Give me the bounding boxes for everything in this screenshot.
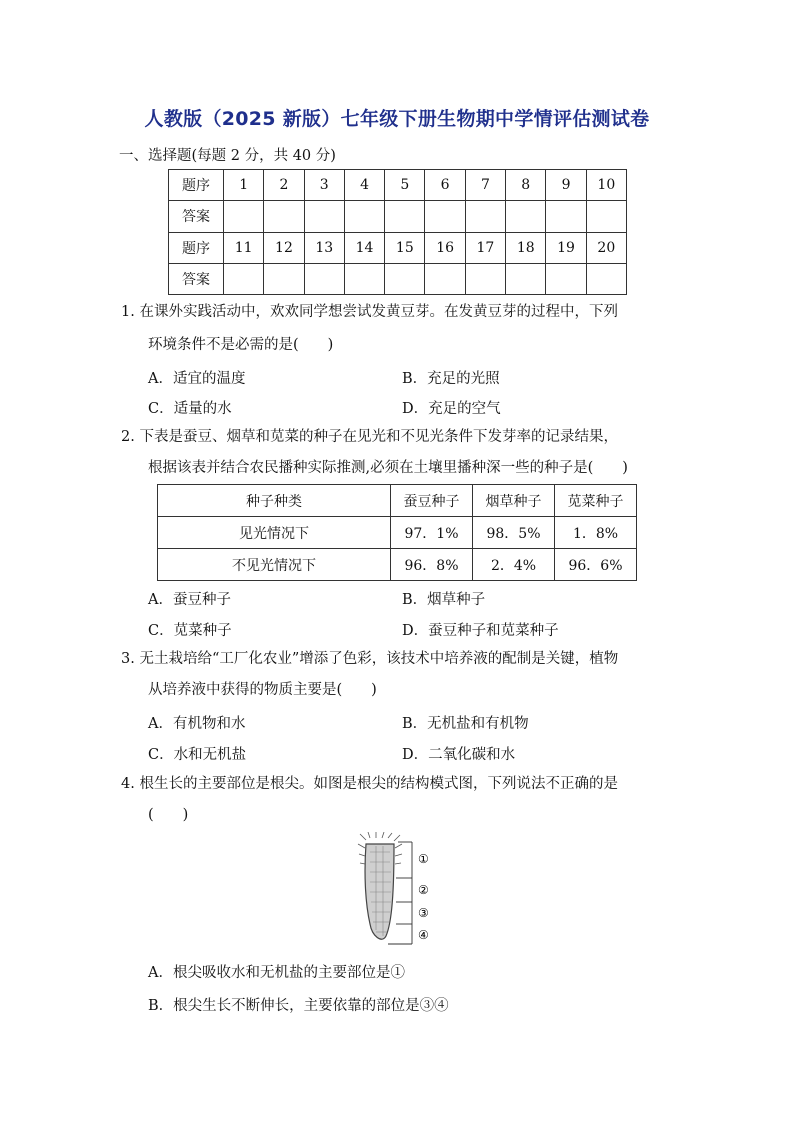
q1-option-d[interactable]: D．充足的空气 bbox=[402, 401, 501, 417]
q2-text-line2: 根据该表并结合农民播种实际推测,必须在土壤里播种深一些的种子是( ) bbox=[148, 460, 628, 476]
row-label: 题序 bbox=[169, 232, 224, 263]
answer-cell[interactable] bbox=[385, 201, 425, 232]
question-number: 14 bbox=[344, 232, 384, 263]
table-cell: 2．4% bbox=[473, 549, 555, 581]
q4-text-line2: ( ) bbox=[148, 807, 189, 823]
table-header: 蚕豆种子 bbox=[391, 485, 473, 517]
question-number: 2 bbox=[264, 170, 304, 201]
answer-cell[interactable] bbox=[344, 263, 384, 294]
q4-text-line1: 4. 根生长的主要部位是根尖。如图是根尖的结构模式图，下列说法不正确的是 bbox=[121, 776, 618, 792]
label-2: ② bbox=[418, 883, 429, 897]
q3-text-line2: 从培养液中获得的物质主要是( ) bbox=[148, 682, 377, 698]
answer-cell[interactable] bbox=[304, 201, 344, 232]
answer-cell[interactable] bbox=[385, 263, 425, 294]
question-number: 6 bbox=[425, 170, 465, 201]
table-cell: 98．5% bbox=[473, 517, 555, 549]
q1-option-a[interactable]: A．适宜的温度 bbox=[148, 371, 246, 387]
q2-option-d[interactable]: D．蚕豆种子和苋菜种子 bbox=[402, 623, 559, 639]
q3-text-line1: 3. 无土栽培给“工厂化农业”增添了色彩，该技术中培养液的配制是关键，植物 bbox=[121, 651, 619, 667]
q1-option-b[interactable]: B．充足的光照 bbox=[402, 371, 500, 387]
answer-cell[interactable] bbox=[264, 263, 304, 294]
table-row bbox=[169, 201, 627, 232]
root-tip-diagram bbox=[352, 832, 442, 950]
question-number: 3 bbox=[304, 170, 344, 201]
row-label: 答案 bbox=[169, 201, 224, 232]
answer-cell[interactable] bbox=[506, 201, 546, 232]
question-number: 10 bbox=[586, 170, 626, 201]
answer-cell[interactable] bbox=[465, 201, 505, 232]
question-number: 7 bbox=[465, 170, 505, 201]
answer-cell[interactable] bbox=[224, 263, 264, 294]
row-label: 题序 bbox=[169, 170, 224, 201]
q1-option-c[interactable]: C．适量的水 bbox=[148, 401, 232, 417]
table-header: 苋菜种子 bbox=[555, 485, 637, 517]
question-number: 9 bbox=[546, 170, 586, 201]
section-heading: 一、选择题(每题 2 分，共 40 分) bbox=[119, 148, 336, 164]
answer-cell[interactable] bbox=[546, 263, 586, 294]
answer-cell[interactable] bbox=[586, 263, 626, 294]
answer-cell[interactable] bbox=[224, 201, 264, 232]
answer-cell[interactable] bbox=[586, 201, 626, 232]
q4-option-b[interactable]: B．根尖生长不断伸长，主要依靠的部位是③④ bbox=[148, 998, 449, 1014]
table-cell: 不见光情况下 bbox=[158, 549, 391, 581]
q1-text-line2: 环境条件不是必需的是( ) bbox=[148, 337, 334, 353]
table-header: 烟草种子 bbox=[473, 485, 555, 517]
answer-table bbox=[168, 169, 627, 295]
question-number: 1 bbox=[224, 170, 264, 201]
question-number: 16 bbox=[425, 232, 465, 263]
q2-option-c[interactable]: C．苋菜种子 bbox=[148, 623, 232, 639]
q2-option-b[interactable]: B．烟草种子 bbox=[402, 592, 486, 608]
table-row bbox=[158, 517, 637, 549]
page-title: 人教版（2025 新版）七年级下册生物期中学情评估测试卷 bbox=[144, 108, 650, 130]
question-number: 13 bbox=[304, 232, 344, 263]
q2-option-a[interactable]: A．蚕豆种子 bbox=[148, 592, 231, 608]
question-number: 20 bbox=[586, 232, 626, 263]
table-cell: 见光情况下 bbox=[158, 517, 391, 549]
question-number: 18 bbox=[506, 232, 546, 263]
root-tip-shape bbox=[365, 844, 394, 939]
question-number: 5 bbox=[385, 170, 425, 201]
answer-cell[interactable] bbox=[465, 263, 505, 294]
question-number: 11 bbox=[224, 232, 264, 263]
root-tip-figure bbox=[352, 832, 442, 950]
question-number: 15 bbox=[385, 232, 425, 263]
row-label: 答案 bbox=[169, 263, 224, 294]
table-row bbox=[158, 549, 637, 581]
table-cell: 1．8% bbox=[555, 517, 637, 549]
q1-text-line1: 1. 在课外实践活动中，欢欢同学想尝试发黄豆芽。在发黄豆芽的过程中，下列 bbox=[121, 304, 618, 320]
answer-cell[interactable] bbox=[425, 201, 465, 232]
q3-option-b[interactable]: B．无机盐和有机物 bbox=[402, 716, 529, 732]
table-cell: 96．8% bbox=[391, 549, 473, 581]
table-row bbox=[169, 170, 627, 201]
answer-cell[interactable] bbox=[264, 201, 304, 232]
table-cell: 96．6% bbox=[555, 549, 637, 581]
question-number: 19 bbox=[546, 232, 586, 263]
answer-cell[interactable] bbox=[425, 263, 465, 294]
q3-option-c[interactable]: C．水和无机盐 bbox=[148, 747, 247, 763]
q3-option-a[interactable]: A．有机物和水 bbox=[148, 716, 246, 732]
answer-cell[interactable] bbox=[506, 263, 546, 294]
table-header: 种子种类 bbox=[158, 485, 391, 517]
answer-cell[interactable] bbox=[546, 201, 586, 232]
table-cell: 97．1% bbox=[391, 517, 473, 549]
question-number: 4 bbox=[344, 170, 384, 201]
question-number: 8 bbox=[506, 170, 546, 201]
table-row bbox=[158, 485, 637, 517]
label-3: ③ bbox=[418, 906, 429, 920]
table-row bbox=[169, 263, 627, 294]
question-number: 12 bbox=[264, 232, 304, 263]
q3-option-d[interactable]: D．二氧化碳和水 bbox=[402, 747, 516, 763]
table-row bbox=[169, 232, 627, 263]
label-1: ① bbox=[418, 852, 429, 866]
question-number: 17 bbox=[465, 232, 505, 263]
label-4: ④ bbox=[418, 928, 429, 942]
q4-option-a[interactable]: A．根尖吸收水和无机盐的主要部位是① bbox=[148, 965, 405, 981]
answer-cell[interactable] bbox=[344, 201, 384, 232]
q2-text-line1: 2. 下表是蚕豆、烟草和苋菜的种子在见光和不见光条件下发芽率的记录结果， bbox=[121, 429, 618, 445]
answer-cell[interactable] bbox=[304, 263, 344, 294]
germination-table bbox=[157, 484, 637, 581]
